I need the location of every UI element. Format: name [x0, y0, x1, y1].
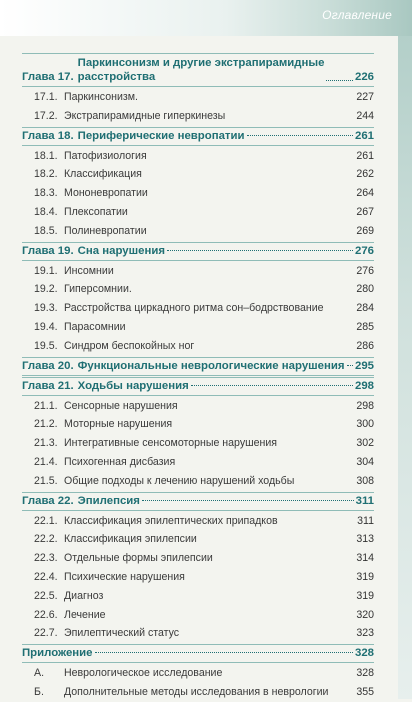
toc-leader-dots — [296, 480, 354, 481]
toc-page-number: 304 — [356, 455, 374, 468]
toc-leader-dots — [116, 270, 355, 271]
toc-leader-dots — [191, 384, 353, 386]
toc-page-number: 285 — [356, 320, 374, 333]
toc-entry-title: Интегративные сенсомоторные нарушения — [64, 437, 278, 450]
toc-entry-number: 22.5. — [34, 589, 58, 602]
toc-entry-title: Парасомнии — [64, 320, 126, 333]
toc-entry-number: А. — [34, 667, 45, 680]
toc-entry-number: 17.2. — [34, 109, 58, 122]
toc-entry-title: Психогенная дисбазия — [64, 455, 176, 468]
toc-leader-dots — [144, 173, 354, 174]
toc-page-number: 298 — [354, 379, 374, 392]
toc-entry-title: Экстрапирамидные гиперкинезы — [64, 109, 226, 122]
toc-page-number: 284 — [356, 302, 374, 315]
toc-section-entry[interactable] — [22, 624, 374, 643]
toc-leader-dots — [279, 442, 354, 443]
toc-chapter-entry[interactable] — [22, 53, 374, 87]
toc-section-entry[interactable] — [22, 397, 374, 416]
toc-entry-title: Паркинсонизм. — [64, 91, 138, 103]
toc-entry-number: 18.2. — [34, 168, 58, 181]
toc-page-number: 313 — [356, 533, 374, 546]
toc-section-entry[interactable] — [22, 184, 374, 203]
toc-section-entry[interactable] — [22, 549, 374, 568]
toc-entry-title: Классификация эпилептических припадков — [64, 514, 278, 527]
toc-entry-number: 22.2. — [34, 533, 58, 546]
toc-leader-dots — [181, 632, 354, 633]
toc-page-number: 308 — [356, 474, 374, 487]
toc-leader-dots — [330, 691, 354, 692]
toc-leader-dots — [196, 345, 354, 346]
toc-entry-number: 18.1. — [34, 149, 58, 162]
toc-entry-number: Глава 17. — [22, 71, 74, 83]
toc-entry-title: Расстройства циркадного ритма сон–бодрствование — [64, 302, 324, 315]
toc-section-entry[interactable] — [22, 415, 374, 434]
toc-section-entry[interactable] — [22, 472, 374, 491]
toc-page-number: 314 — [356, 552, 374, 565]
toc-page-number: 280 — [356, 283, 374, 296]
toc-page-number: 323 — [356, 627, 374, 640]
toc-leader-dots — [347, 364, 353, 366]
toc-section-entry[interactable] — [22, 147, 374, 166]
toc-entry-number: 18.3. — [34, 187, 58, 200]
toc-entry-title: Эпилепсия — [77, 494, 140, 507]
toc-section-entry[interactable] — [22, 203, 374, 222]
toc-entry-title: Общие подходы к лечению нарушений ходьбы — [64, 474, 295, 487]
toc-entry-number: 17.1. — [34, 91, 58, 103]
toc-page-number: 328 — [354, 647, 374, 660]
toc-page-number: 298 — [356, 399, 374, 412]
toc-page-number: 319 — [356, 570, 374, 583]
toc-page-number: 262 — [356, 168, 374, 181]
toc-section-entry[interactable] — [22, 453, 374, 472]
toc-leader-dots — [149, 155, 355, 156]
toc-leader-dots — [199, 538, 354, 539]
toc-entry-number: 22.1. — [34, 514, 58, 527]
toc-leader-dots — [280, 520, 356, 521]
toc-entry-number: 19.4. — [34, 320, 58, 333]
toc-entry-title: Дополнительные методы исследования в неврологии — [64, 685, 329, 698]
toc-entry-number: 21.4. — [34, 455, 58, 468]
toc-section-entry[interactable] — [22, 262, 374, 281]
toc-entry-title: Приложение — [22, 647, 93, 660]
toc-page-number: 276 — [354, 244, 374, 257]
toc-leader-dots — [142, 499, 354, 501]
toc-entry-title: Неврологическое исследование — [64, 667, 223, 680]
toc-entry-number: 22.4. — [34, 570, 58, 583]
toc-leader-dots — [149, 230, 355, 231]
toc-chapter-entry[interactable] — [22, 377, 374, 396]
toc-page-number: 328 — [356, 667, 374, 680]
toc-entry-title: Инсомнии — [64, 264, 114, 277]
page-edge-decoration — [398, 36, 412, 699]
toc-entry-number: 18.4. — [34, 205, 58, 218]
toc-leader-dots — [108, 614, 355, 615]
table-of-contents — [22, 52, 374, 702]
toc-entry-number: 21.5. — [34, 474, 58, 487]
toc-chapter-entry[interactable] — [22, 492, 374, 511]
toc-entry-number: 19.1. — [34, 264, 58, 277]
toc-page-number: 320 — [356, 608, 374, 621]
toc-entry-number: 21.1. — [34, 399, 58, 412]
toc-entry-title: Плексопатии — [64, 205, 128, 218]
toc-page-number: 295 — [354, 359, 374, 372]
toc-chapter-entry[interactable] — [22, 242, 374, 261]
toc-page-number: 355 — [356, 685, 374, 698]
toc-entry-number: Б. — [34, 685, 44, 698]
toc-section-entry[interactable] — [22, 530, 374, 549]
toc-entry-title-line: Паркинсонизм и другие экстрапирамидные — [77, 57, 325, 69]
toc-entry-number: 19.3. — [34, 302, 58, 315]
toc-leader-dots — [224, 672, 354, 673]
toc-leader-dots — [227, 115, 354, 116]
toc-entry-title: Классификация — [64, 168, 142, 181]
toc-entry-number: 19.2. — [34, 283, 58, 296]
toc-section-entry[interactable] — [22, 434, 374, 453]
toc-entry-title: Отдельные формы эпилепсии — [64, 552, 213, 565]
toc-entry-title: Ходьбы нарушения — [77, 379, 189, 392]
toc-section-entry[interactable] — [22, 299, 374, 318]
toc-page-number: 269 — [356, 224, 374, 237]
toc-entry-number: 22.7. — [34, 627, 58, 640]
toc-page-number: 319 — [356, 589, 374, 602]
toc-entry-number: Глава 22. — [22, 494, 74, 507]
toc-entry-title: Диагноз — [64, 589, 104, 602]
toc-entry-title: Периферические невропатии — [77, 129, 245, 142]
toc-entry-title-line: расстройства — [77, 71, 156, 83]
toc-leader-dots — [326, 79, 353, 81]
toc-leader-dots — [95, 651, 353, 653]
toc-leader-dots — [247, 134, 353, 136]
toc-chapter-entry[interactable] — [22, 127, 374, 146]
toc-entry-number: 19.5. — [34, 339, 58, 352]
toc-page-number: 261 — [356, 149, 374, 162]
toc-leader-dots — [105, 595, 354, 596]
toc-entry-title: Классификация эпилепсии — [64, 533, 197, 546]
toc-page-number: 244 — [356, 109, 374, 122]
toc-entry-number: Глава 18. — [22, 129, 74, 142]
toc-entry-title: Синдром беспокойных ног — [64, 339, 195, 352]
toc-leader-dots — [326, 307, 355, 308]
toc-leader-dots — [130, 211, 354, 212]
toc-leader-dots — [177, 461, 354, 462]
toc-page-number: 276 — [356, 264, 374, 277]
toc-section-entry[interactable] — [22, 568, 374, 587]
toc-page-number: 286 — [356, 339, 374, 352]
toc-entry-number: 18.5. — [34, 224, 58, 237]
toc-section-entry[interactable] — [22, 280, 374, 299]
toc-section-entry[interactable] — [22, 512, 374, 531]
toc-section-entry[interactable] — [22, 337, 374, 356]
toc-leader-dots — [215, 557, 355, 558]
toc-entry-title: Сна нарушения — [77, 244, 165, 257]
toc-section-entry[interactable] — [22, 587, 374, 606]
toc-leader-dots — [180, 405, 355, 406]
toc-entry-title: Патофизиология — [64, 149, 147, 162]
toc-section-entry[interactable] — [22, 664, 374, 683]
toc-entry-title: Полиневропатии — [64, 224, 147, 237]
toc-entry-title: Сенсорные нарушения — [64, 399, 178, 412]
toc-entry-title: Функциональные неврологические нарушения — [77, 359, 345, 372]
toc-page-number: 226 — [354, 71, 374, 83]
toc-page-number: 264 — [356, 187, 374, 200]
toc-section-entry[interactable] — [22, 88, 374, 107]
toc-page-number: 261 — [354, 129, 374, 142]
toc-leader-dots — [174, 423, 354, 424]
toc-entry-title: Психические нарушения — [64, 570, 185, 583]
toc-section-entry[interactable] — [22, 318, 374, 337]
toc-section-entry[interactable] — [22, 107, 374, 126]
running-header-title: Оглавление — [322, 8, 392, 22]
toc-entry-title — [78, 56, 325, 84]
toc-entry-number: 21.3. — [34, 437, 58, 450]
toc-entry-number: 22.3. — [34, 552, 58, 565]
toc-entry-title: Гиперсомнии. — [64, 283, 132, 296]
toc-leader-dots — [187, 576, 354, 577]
toc-chapter-entry[interactable] — [22, 644, 374, 663]
toc-entry-number: 22.6. — [34, 608, 58, 621]
toc-entry-number: Глава 20. — [22, 359, 74, 372]
toc-page-number: 227 — [356, 91, 374, 103]
toc-page-number: 267 — [356, 205, 374, 218]
toc-leader-dots — [134, 288, 355, 289]
toc-page-number: 311 — [357, 514, 374, 527]
toc-leader-dots — [140, 96, 354, 97]
toc-entry-number: Глава 21. — [22, 379, 74, 392]
toc-section-entry[interactable] — [22, 165, 374, 184]
toc-entry-number: Глава 19. — [22, 244, 74, 257]
toc-section-entry[interactable] — [22, 606, 374, 625]
toc-leader-dots — [167, 249, 353, 251]
toc-entry-title: Мононевропатии — [64, 187, 148, 200]
toc-leader-dots — [150, 192, 354, 193]
toc-leader-dots — [128, 326, 355, 327]
toc-page-number: 311 — [355, 494, 374, 507]
toc-chapter-entry[interactable] — [22, 357, 374, 376]
toc-entry-title: Моторные нарушения — [64, 418, 173, 431]
toc-page-number: 302 — [356, 437, 374, 450]
toc-entry-title: Лечение — [64, 608, 106, 621]
toc-entry-number: 21.2. — [34, 418, 58, 431]
toc-entry-title: Эпилептический статус — [64, 627, 180, 640]
toc-page-number: 300 — [356, 418, 374, 431]
toc-section-entry[interactable] — [22, 222, 374, 241]
